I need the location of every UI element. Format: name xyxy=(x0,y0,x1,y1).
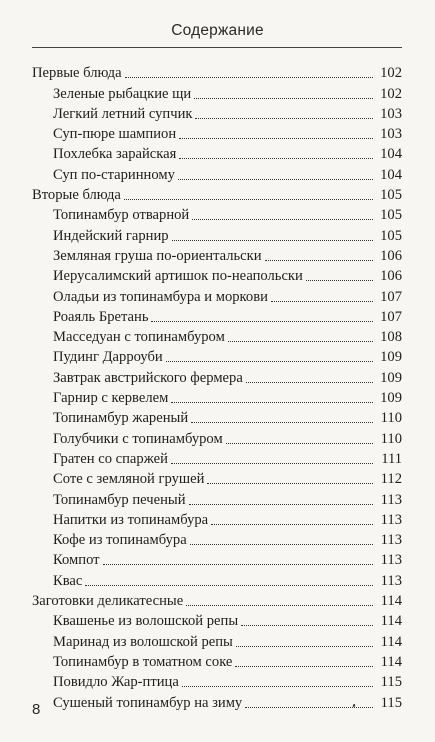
toc-entry xyxy=(32,407,402,427)
toc-entry-page: 114 xyxy=(380,633,402,650)
dot-leader xyxy=(195,118,373,119)
toc-entry xyxy=(32,326,402,346)
dot-leader xyxy=(179,138,373,139)
dot-leader xyxy=(125,77,373,78)
toc-entry xyxy=(32,123,402,143)
dot-leader xyxy=(235,666,373,667)
toc-entry-title: Сушеный топинамбур на зиму xyxy=(53,694,243,711)
dot-leader xyxy=(171,402,373,403)
toc-entry-title: Зеленые рыбацкие щи xyxy=(53,85,192,102)
toc-entry-page: 107 xyxy=(380,288,402,305)
toc-entry xyxy=(32,346,402,366)
dot-leader xyxy=(178,179,373,180)
toc-entry-title: Иерусалимский артишок по-неапольски xyxy=(53,268,303,285)
toc-entry-page: 115 xyxy=(380,674,402,691)
toc-entry xyxy=(32,82,402,102)
toc-entry-title: Пудинг Дарроуби xyxy=(53,349,163,366)
toc-entry-page: 113 xyxy=(380,511,402,528)
toc-entry-title: Земляная груша по-ориентальски xyxy=(53,247,262,264)
toc-entry-title: Масседуан с топинамбуром xyxy=(53,329,225,346)
toc-entry xyxy=(32,630,402,650)
toc-entry xyxy=(32,285,402,305)
dot-leader xyxy=(271,301,373,302)
toc-entry-page: 111 xyxy=(381,450,402,467)
dot-leader xyxy=(85,585,373,586)
toc-entry-title: Топинамбур печеный xyxy=(53,491,186,508)
dot-leader xyxy=(191,422,373,423)
toc-entry-title: Топинамбур отварной xyxy=(53,207,190,224)
header-divider xyxy=(32,47,402,48)
toc-entry xyxy=(32,427,402,447)
toc-entry xyxy=(32,671,402,691)
toc-entry-page: 115 xyxy=(380,694,402,711)
toc-entry-page: 113 xyxy=(380,572,402,589)
toc-entry-page: 114 xyxy=(380,613,402,630)
toc-entry-title: Кофе из топинамбура xyxy=(53,532,187,549)
dot-leader xyxy=(246,382,373,383)
toc-entry xyxy=(32,306,402,326)
toc-section xyxy=(32,590,402,610)
dot-leader xyxy=(172,240,373,241)
dot-leader xyxy=(103,564,373,565)
toc-entry xyxy=(32,448,402,468)
toc-entry xyxy=(32,245,402,265)
toc-entry xyxy=(32,488,402,508)
toc-entry-title: Первые блюда xyxy=(32,65,122,82)
toc-entry-page: 105 xyxy=(380,187,402,204)
toc-entry-page: 109 xyxy=(380,349,402,366)
toc-entry-title: Суп-пюре шампион xyxy=(53,126,177,143)
toc-entry-page: 102 xyxy=(380,85,402,102)
toc-entry xyxy=(32,509,402,529)
dot-leader xyxy=(306,280,373,281)
toc-entry-title: Квашенье из волошской репы xyxy=(53,613,239,630)
toc-entry xyxy=(32,224,402,244)
toc-entry-page: 114 xyxy=(380,593,402,610)
toc-entry-title: Индейский гарнир xyxy=(53,227,169,244)
toc-entry-page: 112 xyxy=(380,471,402,488)
dot-leader xyxy=(265,260,373,261)
table-of-contents xyxy=(32,62,402,712)
toc-entry-page: 103 xyxy=(380,126,402,143)
dot-leader xyxy=(236,646,373,647)
toc-entry-title: Компот xyxy=(53,552,100,569)
toc-entry-title: Гарнир с кервелем xyxy=(53,390,169,407)
toc-entry-page: 110 xyxy=(380,410,402,427)
dot-leader xyxy=(186,605,373,606)
toc-entry-page: 105 xyxy=(380,207,402,224)
toc-entry-page: 104 xyxy=(380,166,402,183)
toc-entry xyxy=(32,569,402,589)
toc-section xyxy=(32,62,402,82)
toc-entry xyxy=(32,651,402,671)
dot-leader xyxy=(151,321,373,322)
toc-entry xyxy=(32,549,402,569)
toc-entry-page: 113 xyxy=(380,532,402,549)
toc-entry-title: Завтрак австрийского фермера xyxy=(53,369,243,386)
dot-leader xyxy=(166,361,373,362)
dot-leader xyxy=(179,158,373,159)
toc-entry-title: Голубчики с топинамбуром xyxy=(53,430,223,447)
toc-entry-title: Квас xyxy=(53,572,83,589)
toc-entry-page: 108 xyxy=(380,329,402,346)
toc-entry-title: Оладьи из топинамбура и моркови xyxy=(53,288,268,305)
toc-entry-title: Суп по-старинному xyxy=(53,166,175,183)
toc-entry xyxy=(32,366,402,386)
toc-entry-page: 104 xyxy=(380,146,402,163)
toc-entry xyxy=(32,529,402,549)
dot-leader xyxy=(194,98,373,99)
dot-leader xyxy=(124,199,373,200)
toc-entry-page: 110 xyxy=(380,430,402,447)
dot-leader xyxy=(192,219,373,220)
toc-entry-title: Топинамбур жареный xyxy=(53,410,189,427)
toc-entry-title: Похлебка зарайская xyxy=(53,146,177,163)
toc-entry xyxy=(32,265,402,285)
toc-entry-page: 114 xyxy=(380,653,402,670)
toc-entry-page: 106 xyxy=(380,268,402,285)
toc-entry xyxy=(32,468,402,488)
toc-entry-title: Маринад из волошской репы xyxy=(53,633,233,650)
dot-leader xyxy=(182,686,373,687)
dot-leader xyxy=(228,341,373,342)
toc-entry xyxy=(32,103,402,123)
toc-entry-page: 105 xyxy=(380,227,402,244)
dot-leader xyxy=(207,483,373,484)
toc-entry-title: Напитки из топинамбура xyxy=(53,511,209,528)
toc-entry xyxy=(32,163,402,183)
toc-entry xyxy=(32,610,402,630)
toc-entry-page: 109 xyxy=(380,390,402,407)
dot-leader xyxy=(190,544,373,545)
toc-entry xyxy=(32,387,402,407)
toc-entry-page: 113 xyxy=(380,491,402,508)
toc-entry-title: Повидло Жар-птица xyxy=(53,674,179,691)
toc-entry-page: 103 xyxy=(380,105,402,122)
page-number: 8 xyxy=(32,701,41,718)
dot-leader xyxy=(211,524,373,525)
toc-entry-page: 106 xyxy=(380,247,402,264)
dot-leader xyxy=(189,504,373,505)
toc-entry-title: Гратен со спаржей xyxy=(53,450,168,467)
toc-entry xyxy=(32,143,402,163)
toc-entry-page: 109 xyxy=(380,369,402,386)
toc-entry xyxy=(32,691,402,711)
toc-entry-page: 107 xyxy=(380,308,402,325)
dot-leader xyxy=(171,463,373,464)
toc-entry-title: Заготовки деликатесные xyxy=(32,593,184,610)
dot-leader xyxy=(241,625,373,626)
dot-leader xyxy=(226,443,373,444)
page-title: Содержание xyxy=(171,22,264,39)
toc-entry-title: Соте с земляной грушей xyxy=(53,471,205,488)
toc-entry-title: Легкий летний супчик xyxy=(53,105,193,122)
toc-entry-title: Роаяль Бретань xyxy=(53,308,149,325)
toc-section xyxy=(32,184,402,204)
toc-entry-page: 113 xyxy=(380,552,402,569)
toc-entry xyxy=(32,204,402,224)
toc-entry-title: Топинамбур в томатном соке xyxy=(53,653,233,670)
toc-entry-page: 102 xyxy=(380,65,402,82)
toc-entry-title: Вторые блюда xyxy=(32,187,121,204)
